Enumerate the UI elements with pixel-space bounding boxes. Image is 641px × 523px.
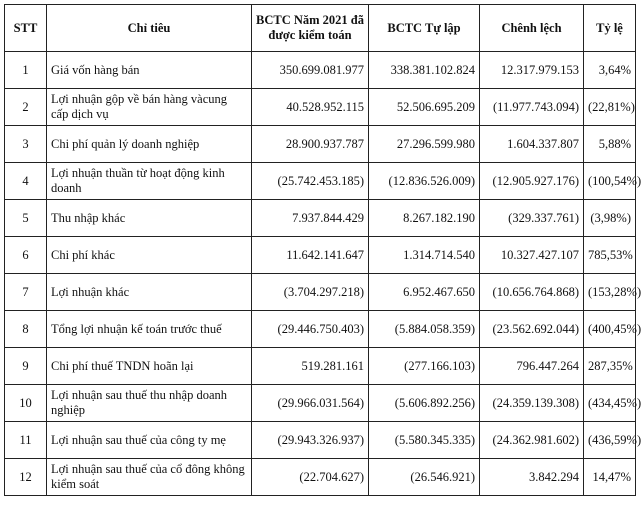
row-audited: 11.642.141.647	[252, 237, 369, 274]
row-label: Thu nhập khác	[47, 200, 252, 237]
row-self: 338.381.102.824	[369, 52, 480, 89]
row-ratio: 5,88%	[584, 126, 636, 163]
row-label: Lợi nhuận sau thuế thu nhập doanh nghiệp	[47, 385, 252, 422]
table-row	[5, 348, 636, 385]
row-diff: 12.317.979.153	[480, 52, 584, 89]
row-audited: (29.446.750.403)	[252, 311, 369, 348]
row-label: Lợi nhuận sau thuế của công ty mẹ	[47, 422, 252, 459]
row-self: (5.884.058.359)	[369, 311, 480, 348]
row-label: Lợi nhuận khác	[47, 274, 252, 311]
row-stt: 10	[5, 385, 47, 422]
header-ratio: Tỷ lệ	[584, 5, 636, 52]
row-label: Giá vốn hàng bán	[47, 52, 252, 89]
row-audited: 40.528.952.115	[252, 89, 369, 126]
row-audited: (29.943.326.937)	[252, 422, 369, 459]
row-audited: 350.699.081.977	[252, 52, 369, 89]
row-diff: (24.362.981.602)	[480, 422, 584, 459]
row-ratio: (153,28%)	[584, 274, 636, 311]
row-ratio: (400,45%)	[584, 311, 636, 348]
table-row	[5, 200, 636, 237]
row-stt: 12	[5, 459, 47, 496]
row-diff: 10.327.427.107	[480, 237, 584, 274]
row-ratio: 14,47%	[584, 459, 636, 496]
table-row	[5, 274, 636, 311]
row-stt: 9	[5, 348, 47, 385]
row-stt: 7	[5, 274, 47, 311]
row-self: (12.836.526.009)	[369, 163, 480, 200]
header-self: BCTC Tự lập	[369, 5, 480, 52]
table-row	[5, 163, 636, 200]
row-audited: (29.966.031.564)	[252, 385, 369, 422]
row-ratio: (100,54%)	[584, 163, 636, 200]
row-self: 52.506.695.209	[369, 89, 480, 126]
table-row	[5, 52, 636, 89]
table-row	[5, 459, 636, 496]
row-self: 6.952.467.650	[369, 274, 480, 311]
row-stt: 6	[5, 237, 47, 274]
row-diff: 1.604.337.807	[480, 126, 584, 163]
row-label: Lợi nhuận thuần từ hoạt động kinh doanh	[47, 163, 252, 200]
row-stt: 4	[5, 163, 47, 200]
row-diff: (23.562.692.044)	[480, 311, 584, 348]
row-ratio: (3,98%)	[584, 200, 636, 237]
row-stt: 8	[5, 311, 47, 348]
table-row	[5, 237, 636, 274]
row-ratio: (436,59%)	[584, 422, 636, 459]
row-stt: 11	[5, 422, 47, 459]
row-audited: (22.704.627)	[252, 459, 369, 496]
table-row	[5, 385, 636, 422]
header-stt: STT	[5, 5, 47, 52]
row-audited: 7.937.844.429	[252, 200, 369, 237]
row-stt: 5	[5, 200, 47, 237]
row-self: 8.267.182.190	[369, 200, 480, 237]
row-label: Chi phí thuế TNDN hoãn lại	[47, 348, 252, 385]
row-diff: (24.359.139.308)	[480, 385, 584, 422]
header-diff: Chênh lệch	[480, 5, 584, 52]
row-audited: 28.900.937.787	[252, 126, 369, 163]
row-label: Chi phí quản lý doanh nghiệp	[47, 126, 252, 163]
row-stt: 1	[5, 52, 47, 89]
row-self: (5.606.892.256)	[369, 385, 480, 422]
row-stt: 3	[5, 126, 47, 163]
row-ratio: 287,35%	[584, 348, 636, 385]
header-label: Chỉ tiêu	[47, 5, 252, 52]
row-audited: (3.704.297.218)	[252, 274, 369, 311]
header-audited: BCTC Năm 2021 đã được kiểm toán	[252, 5, 369, 52]
row-ratio: 3,64%	[584, 52, 636, 89]
row-label: Lợi nhuận gộp về bán hàng vàcung cấp dịch vụ	[47, 89, 252, 126]
row-self: (5.580.345.335)	[369, 422, 480, 459]
row-label: Tổng lợi nhuận kế toán trước thuế	[47, 311, 252, 348]
row-diff: 3.842.294	[480, 459, 584, 496]
header-row	[5, 5, 636, 52]
table-row	[5, 422, 636, 459]
row-self: (26.546.921)	[369, 459, 480, 496]
row-audited: (25.742.453.185)	[252, 163, 369, 200]
row-label: Chi phí khác	[47, 237, 252, 274]
table-row	[5, 89, 636, 126]
row-label: Lợi nhuận sau thuế của cổ đông không kiểm soát	[47, 459, 252, 496]
row-diff: (329.337.761)	[480, 200, 584, 237]
row-self: 1.314.714.540	[369, 237, 480, 274]
row-diff: (10.656.764.868)	[480, 274, 584, 311]
row-ratio: (434,45%)	[584, 385, 636, 422]
row-stt: 2	[5, 89, 47, 126]
table-row	[5, 311, 636, 348]
row-ratio: (22,81%)	[584, 89, 636, 126]
row-diff: (11.977.743.094)	[480, 89, 584, 126]
table-row	[5, 126, 636, 163]
financial-comparison-table	[4, 4, 641, 496]
row-self: (277.166.103)	[369, 348, 480, 385]
row-diff: (12.905.927.176)	[480, 163, 584, 200]
table-body	[5, 52, 641, 496]
row-diff: 796.447.264	[480, 348, 584, 385]
row-self: 27.296.599.980	[369, 126, 480, 163]
row-ratio: 785,53%	[584, 237, 636, 274]
row-audited: 519.281.161	[252, 348, 369, 385]
